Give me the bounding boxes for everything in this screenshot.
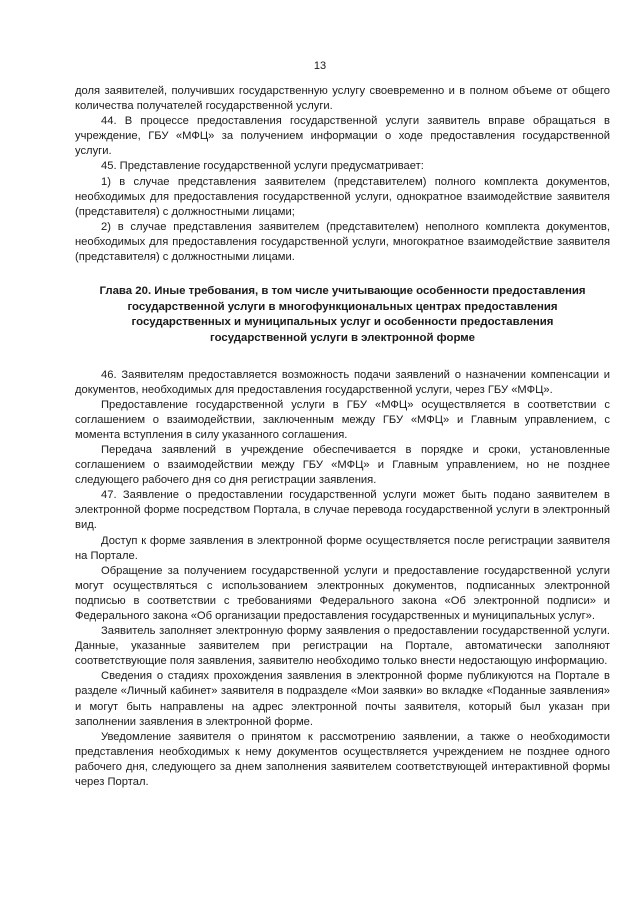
paragraph: Уведомление заявителя о принятом к рассмотрению заявлении, а также о необходимости представления необходимых к нему документов осуществляется учреждением не позднее одного рабочего дня, следующего за днем заполнения заявителем соответствующей интерактивной формы через Портал. [75,730,610,789]
paragraph-46: 46. Заявителям предоставляется возможность подачи заявлений о назначении компенсации и документов, необходимых для предоставления государственной услуги, через ГБУ «МФЦ». [75,368,610,396]
paragraph: Обращение за получением государственной услуги и предоставление государственной услуги могут осуществляться с использованием электронных документов, подписанных электронной подписью в соответствии с требованиями Федерального закона «Об электронной подписи» и Федерального закона «Об организации предоставления государственных и муниципальных услуг». [75,564,610,622]
paragraph-44: 44. В процессе предоставления государственной услуги заявитель вправе обращаться в учреждение, ГБУ «МФЦ» за получением информации о ходе предоставления государственной услуги. [75,115,610,158]
paragraph: Передача заявлений в учреждение обеспечивается в порядке и сроки, установленные соглашением о взаимодействии между ГБУ «МФЦ» и Главным управлением, но не позднее следующего рабочего дня со дня регистрации заявления. [75,443,610,487]
paragraph: Сведения о стадиях прохождения заявления в электронной форме публикуются на Портале в разделе «Личный кабинет» заявителя в подразделе «Мои заявки» во вкладке «Поданные заявления» и могут быть направлены на адрес электронной почты заявителя, который был указан при заполнении заявления в электронной форме. [75,670,610,728]
chapter-title: Глава 20. Иные требования, в том числе учитывающие особенности предоставления государственной услуги в многофункциональных центрах предоставления государственных и муниципальных услуг и особенности предоставления государственной услуги в электронной форме [99,285,586,344]
paragraph: Доступ к форме заявления в электронной форме осуществляется после регистрации заявителя на Портале. [75,534,610,562]
paragraph-47: 47. Заявление о предоставлении государственной услуги может быть подано заявителем в электронной форме посредством Портала, в случае перевода государственной услуги в электронный вид. [75,489,610,532]
document-body [75,84,610,790]
page-number: 13 [313,60,327,72]
paragraph-45-item-2: 2) в случае представления заявителем (представителем) неполного комплекта документов, необходимых для предоставления государственной услуги, многократное взаимодействие заявителя (представителя) с должностными лицами. [75,220,610,264]
paragraph: Заявитель заполняет электронную форму заявления о предоставлении государственной услуги. Данные, указанные заявителем при регистрации на Портале, автоматически заполняют соответствующие поля заявления, заявителю необходимо только внести недостающую информацию. [75,625,610,668]
paragraph-45: 45. Представление государственной услуги предусматривает: [101,160,424,173]
paragraph: Предоставление государственной услуги в ГБУ «МФЦ» осуществляется в соответствии с соглашением о взаимодействии, заключенным между ГБУ «МФЦ» и Главным управлением, с момента вступления в силу указанного соглашения. [75,398,610,441]
paragraph: доля заявителей, получивших государственную услугу своевременно и в полном объеме от общего количества получателей государственной услуги. [75,85,610,113]
paragraph-45-item-1: 1) в случае представления заявителем (представителем) полного комплекта документов, необходимых для предоставления государственной услуги, однократное взаимодействие заявителя (представителя) с должностными лицами; [75,175,610,218]
